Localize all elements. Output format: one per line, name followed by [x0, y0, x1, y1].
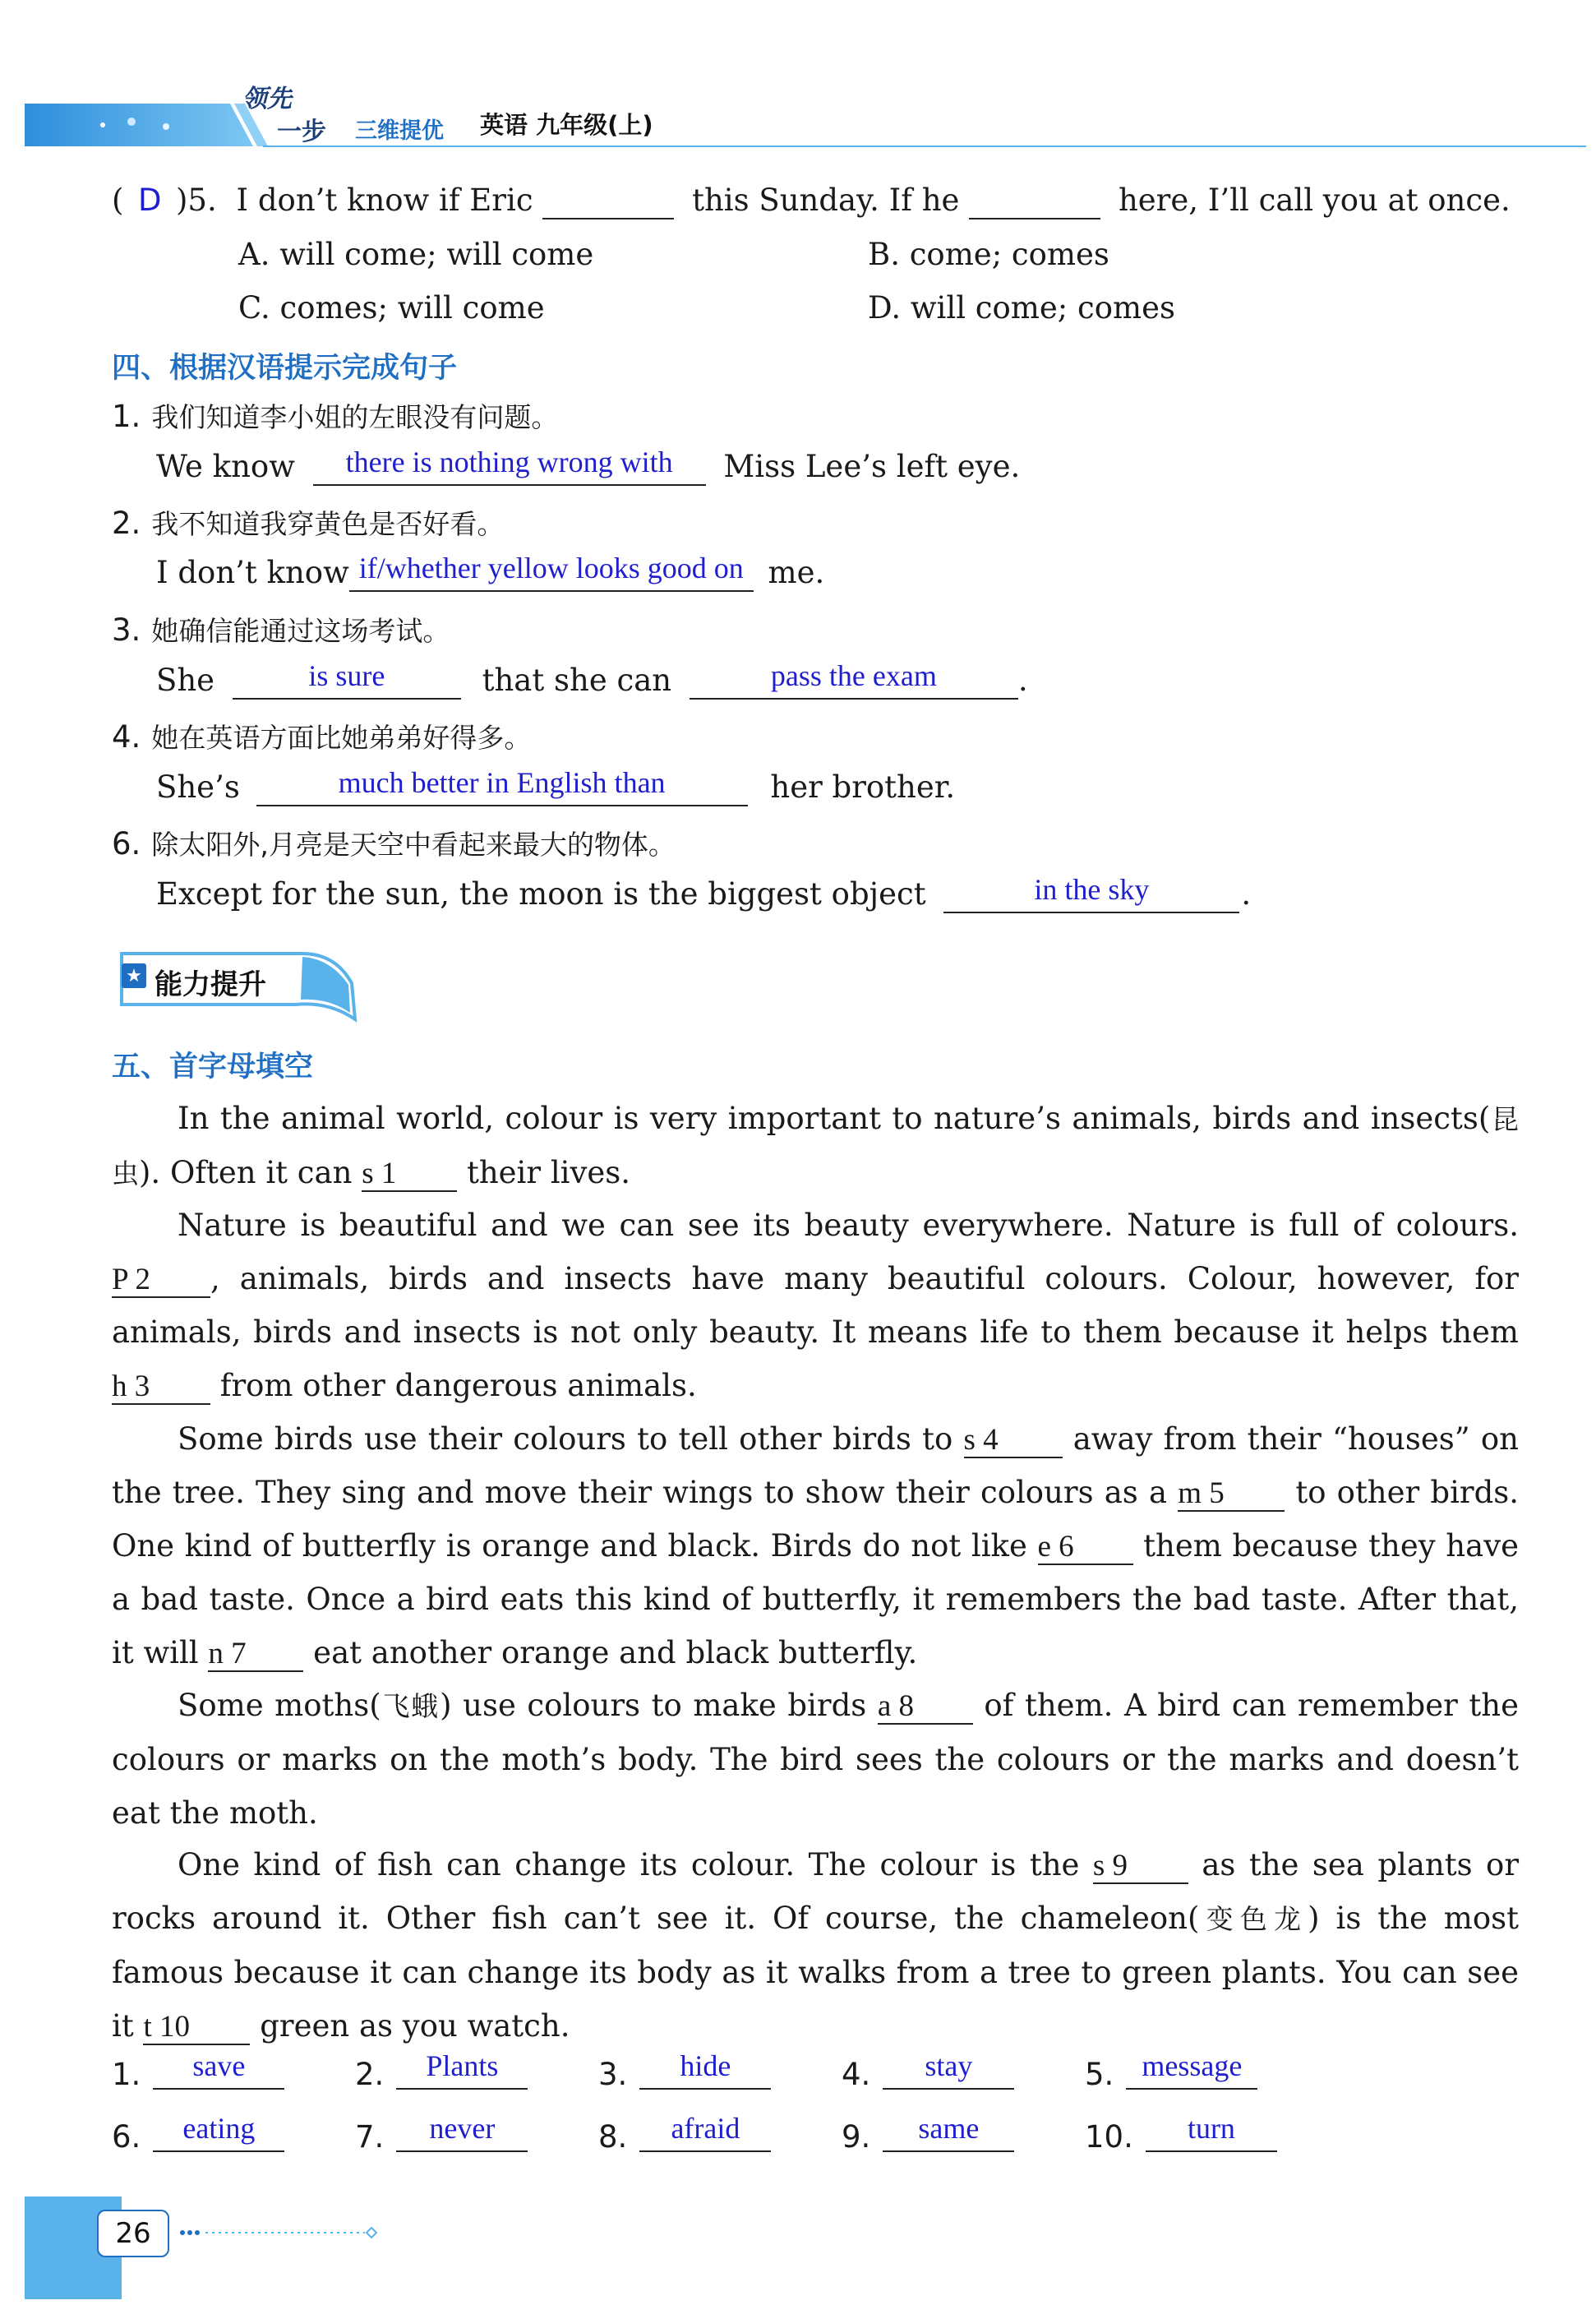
gap-4: s 4: [964, 1424, 1063, 1458]
answer-blank: [396, 2112, 528, 2152]
p4-text-a: Some moths(: [178, 1688, 381, 1723]
passage-p1: [112, 1092, 1519, 1200]
answer-item: [1085, 2049, 1257, 2092]
answer-blank: [883, 2112, 1014, 2152]
answer-item: [598, 2049, 771, 2092]
answer-value: message: [1142, 2049, 1243, 2082]
p5-text-a: One kind of fish can change its colour. The colour is the: [178, 1847, 1080, 1882]
answer-value: stay: [925, 2049, 973, 2082]
s4-item-cn-text: 我不知道我穿黄色是否好看。: [151, 508, 505, 540]
passage-p3: [112, 1412, 1519, 1679]
ability-badge: [115, 950, 362, 1024]
mc-number: )5.: [175, 182, 217, 218]
gap-5: m 5: [1178, 1477, 1285, 1512]
p3-text-c: to other birds. One kind of butterfly is orange and black. Birds do not like: [112, 1475, 1520, 1564]
page-number-box: [97, 2210, 169, 2257]
s4-item-post: Miss Lee’s left eye.: [723, 449, 1021, 484]
mc-blank-2: [969, 182, 1100, 219]
s4-answer-blank: [233, 659, 461, 700]
p5-text-c: ) is the most famous because it can change its body as it walks from a tree to green plants. You can see it: [112, 1901, 1519, 2044]
answer-num: 3.: [598, 2057, 628, 2092]
gap-1: s 1: [362, 1157, 457, 1192]
answer-num: 1.: [112, 2057, 141, 2092]
s4-answer: much better in English than: [338, 766, 666, 799]
section4-title: 四、根据汉语提示完成句子: [112, 352, 458, 385]
answer-blank: [153, 2112, 284, 2152]
p1-text-a: In the animal world, colour is very important to nature’s animals, birds and insects(: [178, 1101, 1491, 1136]
s4-answer-blank: [256, 766, 748, 806]
s4-item-pre: She: [156, 663, 215, 698]
s4-answer-blank-2: [690, 659, 1018, 700]
s4-answer-blank: [313, 446, 706, 486]
p1-text-b: ). Often it can: [139, 1155, 353, 1190]
mc-blank-1: [542, 182, 674, 219]
s4-item-num: 6.: [112, 826, 141, 861]
s4-item-num: 2.: [112, 506, 141, 541]
answer-num: 9.: [842, 2119, 871, 2155]
s4-item-2-en: [156, 552, 825, 592]
p3-text-a: Some birds use their colours to tell other birds to: [178, 1421, 953, 1457]
answer-item: [1085, 2112, 1277, 2155]
s4-item-4-cn: [112, 717, 531, 755]
s4-item-post: her brother.: [770, 769, 956, 805]
passage-p4: [112, 1679, 1519, 1840]
s4-answer-2: pass the exam: [770, 659, 937, 692]
answer-blank: [883, 2049, 1014, 2090]
answer-num: 2.: [355, 2057, 385, 2092]
s4-item-cn-text: 她在英语方面比她弟弟好得多。: [151, 722, 532, 754]
answers-row-2: [112, 2112, 1509, 2169]
mc-stem-b: this Sunday. If he: [692, 182, 960, 218]
p2-text-c: from other dangerous animals.: [219, 1368, 697, 1403]
s4-answer-blank: [943, 873, 1239, 913]
s4-item-pre: Except for the sun, the moon is the biggest object: [156, 876, 926, 912]
p3-text-d: them because they have a bad taste. Once a bird eats this kind of butterfly, it remembers the bad taste. After that, it will: [112, 1528, 1519, 1670]
answer-item: [598, 2112, 771, 2155]
s4-item-3-en: [156, 659, 1028, 700]
answer-item: [112, 2049, 284, 2092]
p2-text-b: , animals, birds and insects have many beautiful colours. Colour, however, for animals, birds and insects is not only beauty. It means life to them because it helps them: [112, 1261, 1519, 1350]
answer-value: afraid: [671, 2112, 740, 2145]
page-number: 26: [115, 2217, 151, 2250]
mc-option-b: B. come; comes: [868, 237, 1109, 272]
answer-item: [842, 2112, 1014, 2155]
answer-value: turn: [1187, 2112, 1235, 2145]
answer-value: never: [429, 2112, 496, 2145]
p2-text-a: Nature is beautiful and we can see its beauty everywhere. Nature is full of colours.: [178, 1208, 1519, 1243]
s4-item-pre: She’s: [156, 769, 240, 805]
gap-2: P 2: [112, 1263, 210, 1298]
answer-blank: [1126, 2049, 1257, 2090]
answer-blank: [639, 2112, 771, 2152]
answer-blank: [639, 2049, 771, 2090]
p1-cn: 昆虫: [112, 1103, 1520, 1189]
gap-6: e 6: [1038, 1531, 1133, 1565]
s4-item-1-en: [156, 446, 1021, 486]
answer-item: [112, 2112, 284, 2155]
gap-3: h 3: [112, 1370, 210, 1405]
s4-answer: if/whether yellow looks good on: [358, 552, 744, 584]
s4-answer: in the sky: [1034, 873, 1150, 906]
gap-7: n 7: [208, 1638, 303, 1672]
logo: [242, 78, 341, 144]
answer-value: eating: [182, 2112, 256, 2145]
answers-row-1: [112, 2049, 1509, 2106]
p3-text-e: eat another orange and black butterfly.: [313, 1635, 918, 1670]
mc-option-d: D. will come; comes: [868, 290, 1175, 326]
logo-top: 领先: [242, 85, 292, 113]
s4-item-cn-text: 她确信能通过这场考试。: [151, 615, 450, 647]
p4-text-c: of them. A bird can remember the colours or marks on the moth’s body. The bird sees the colours or the marks and doesn’t eat the moth.: [112, 1688, 1520, 1831]
answer-num: 6.: [112, 2119, 141, 2155]
s4-item-6-en: [156, 873, 1252, 913]
answer-value: hide: [680, 2049, 731, 2082]
s4-item-post: .: [1241, 876, 1252, 912]
subject-title: 英语 九年级(上): [480, 111, 653, 139]
s4-item-pre: I don’t know: [156, 555, 349, 590]
p5-text-d: green as you watch.: [260, 2008, 570, 2044]
answer-value: Plants: [426, 2049, 499, 2082]
s4-answer-blank: [349, 552, 754, 592]
p5-text-b: as the sea plants or rocks around it. Other fish can’t see it. Of course, the chameleon(: [112, 1847, 1520, 1936]
s4-answer: is sure: [308, 659, 385, 692]
p5-cn: 变色龙: [1199, 1903, 1308, 1935]
p1-text-c: their lives.: [466, 1155, 631, 1190]
mc-question-5: ( D )5. I don’t know if Eric this Sunday. If he here, I’ll call you at once.: [112, 182, 1511, 218]
answer-item: [355, 2049, 528, 2092]
answer-num: 4.: [842, 2057, 871, 2092]
series-name: 三维提优: [355, 118, 444, 144]
answer-item: [355, 2112, 528, 2155]
gap-8: a 8: [878, 1690, 973, 1725]
s4-item-6-cn: [112, 824, 676, 862]
s4-item-num: 4.: [112, 719, 141, 755]
p3-text-b: away from their “houses” on the tree. They sing and move their wings to show their colours as a: [112, 1421, 1520, 1510]
answer-value: save: [192, 2049, 246, 2082]
s4-item-mid: that she can: [482, 663, 672, 698]
passage-p2: [112, 1199, 1519, 1412]
s4-item-3-cn: [112, 610, 450, 649]
s4-item-num: 1.: [112, 399, 141, 434]
s4-item-4-en: [156, 766, 956, 806]
answer-num: 10.: [1085, 2119, 1133, 2155]
svg-text:★: ★: [126, 966, 142, 986]
footer-dotted-line: [178, 2220, 383, 2244]
s4-item-1-cn: [112, 396, 558, 435]
passage-p5: [112, 1838, 1519, 2053]
logo-bottom: 一步: [277, 118, 326, 146]
s4-item-cn-text: 除太阳外,月亮是天空中看起来最大的物体。: [151, 829, 676, 861]
s4-item-cn-text: 我们知道李小姐的左眼没有问题。: [151, 401, 559, 433]
answer-num: 8.: [598, 2119, 628, 2155]
s4-item-post: .: [1017, 663, 1028, 698]
p4-text-b: ) use colours to make birds: [440, 1688, 867, 1723]
s4-item-post: me.: [768, 555, 825, 590]
answer-blank: [396, 2049, 528, 2090]
answer-blank: [153, 2049, 284, 2090]
answer-blank: [1146, 2112, 1277, 2152]
ability-title: 能力提升: [155, 968, 266, 1001]
gap-9: s 9: [1093, 1850, 1188, 1884]
s4-item-2-cn: [112, 503, 504, 542]
p4-cn: 飞蛾: [381, 1690, 441, 1722]
s4-item-num: 3.: [112, 612, 141, 648]
mc-stem-c: here, I’ll call you at once.: [1118, 182, 1511, 218]
section5-title: 五、首字母填空: [112, 1051, 314, 1083]
gap-10: t 10: [143, 2011, 250, 2045]
answer-num: 5.: [1085, 2057, 1114, 2092]
mc-stem-a: I don’t know if Eric: [236, 182, 533, 218]
footer-dots: [178, 2220, 383, 2244]
answer-value: same: [918, 2112, 980, 2145]
mc-answer: D: [137, 182, 162, 218]
answer-num: 7.: [355, 2119, 385, 2155]
answer-item: [842, 2049, 1014, 2092]
s4-answer: there is nothing wrong with: [345, 446, 673, 478]
mc-option-a: A. will come; will come: [238, 237, 594, 272]
s4-item-pre: We know: [156, 449, 295, 484]
mc-option-c: C. comes; will come: [238, 290, 545, 326]
